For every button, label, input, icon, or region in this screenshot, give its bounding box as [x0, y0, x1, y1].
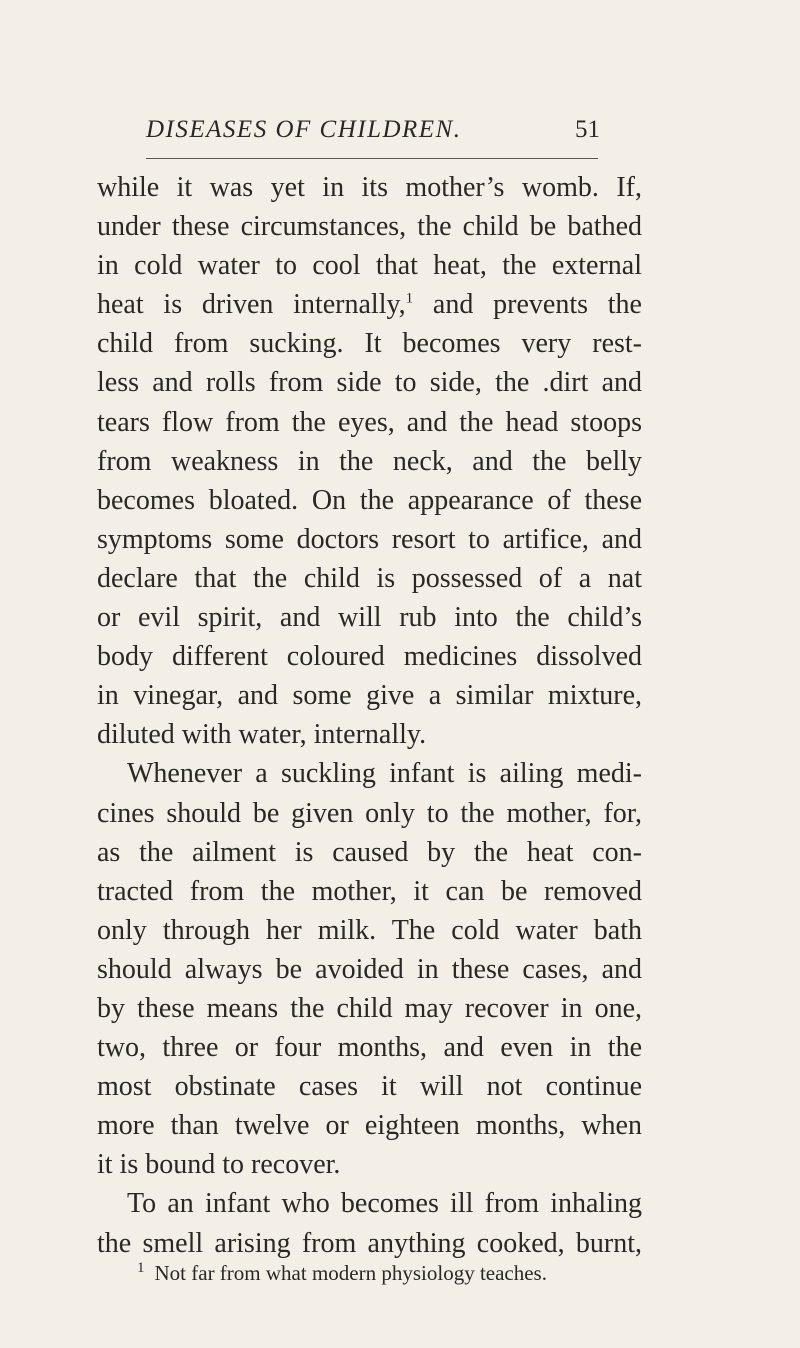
- footnote-text: Not far from what modern physiology teaches.: [154, 1261, 547, 1285]
- running-title: DISEASES OF CHILDREN.: [146, 116, 462, 143]
- text-line: while it was yet in its mother’s womb. If,: [97, 172, 642, 203]
- text-line-part: and prevents the: [413, 289, 642, 321]
- text-line: less and rolls from side to side, the .dirt and: [97, 367, 642, 399]
- text-line: by these means the child may recover in one,: [97, 992, 642, 1024]
- text-line: declare that the child is possessed of a nat: [97, 562, 642, 594]
- text-line: Whenever a suckling infant is ailing medi-: [127, 758, 642, 790]
- text-line: in cold water to cool that heat, the external: [97, 250, 642, 282]
- text-line: as the ailment is caused by the heat con-: [97, 836, 642, 868]
- text-line: child from sucking. It becomes very rest-: [97, 328, 642, 360]
- text-line: most obstinate cases it will not continue: [97, 1071, 642, 1103]
- page-number: 51: [575, 116, 600, 143]
- text-line: more than twelve or eighteen months, when: [97, 1110, 642, 1142]
- text-line: or evil spirit, and will rub into the child’s: [97, 602, 642, 634]
- text-line: diluted with water, internally.: [97, 719, 427, 751]
- text-line: should always be avoided in these cases, and: [97, 953, 642, 985]
- text-line: in vinegar, and some give a similar mixture,: [97, 680, 642, 712]
- footnote: [137, 1258, 647, 1288]
- text-line: To an infant who becomes ill from inhaling: [127, 1188, 642, 1220]
- text-line: tears flow from the eyes, and the head stoops: [97, 406, 642, 438]
- text-line: the smell arising from anything cooked, burnt,: [97, 1227, 642, 1259]
- text-line: becomes bloated. On the appearance of these: [97, 484, 642, 516]
- text-line: from weakness in the neck, and the belly: [97, 445, 642, 477]
- header-rule: [146, 158, 598, 159]
- text-line: only through her milk. The cold water bath: [97, 914, 642, 946]
- text-line: cines should be given only to the mother, for,: [97, 797, 642, 829]
- text-line-part: heat is driven internally,: [97, 289, 406, 321]
- text-line: under these circumstances, the child be bathed: [97, 211, 642, 243]
- text-line: body different coloured medicines dissolved: [97, 641, 642, 673]
- text-line: tracted from the mother, it can be removed: [97, 875, 642, 907]
- text-line: two, three or four months, and even in the: [97, 1032, 642, 1064]
- text-line: symptoms some doctors resort to artifice, and: [97, 523, 642, 555]
- running-head: [146, 106, 600, 146]
- text-line-with-footnote: [97, 285, 642, 324]
- text-line: it is bound to recover.: [97, 1149, 341, 1181]
- footnote-reference: 1: [405, 290, 414, 307]
- footnote-mark: 1: [137, 1260, 145, 1276]
- body-text: [97, 168, 642, 1263]
